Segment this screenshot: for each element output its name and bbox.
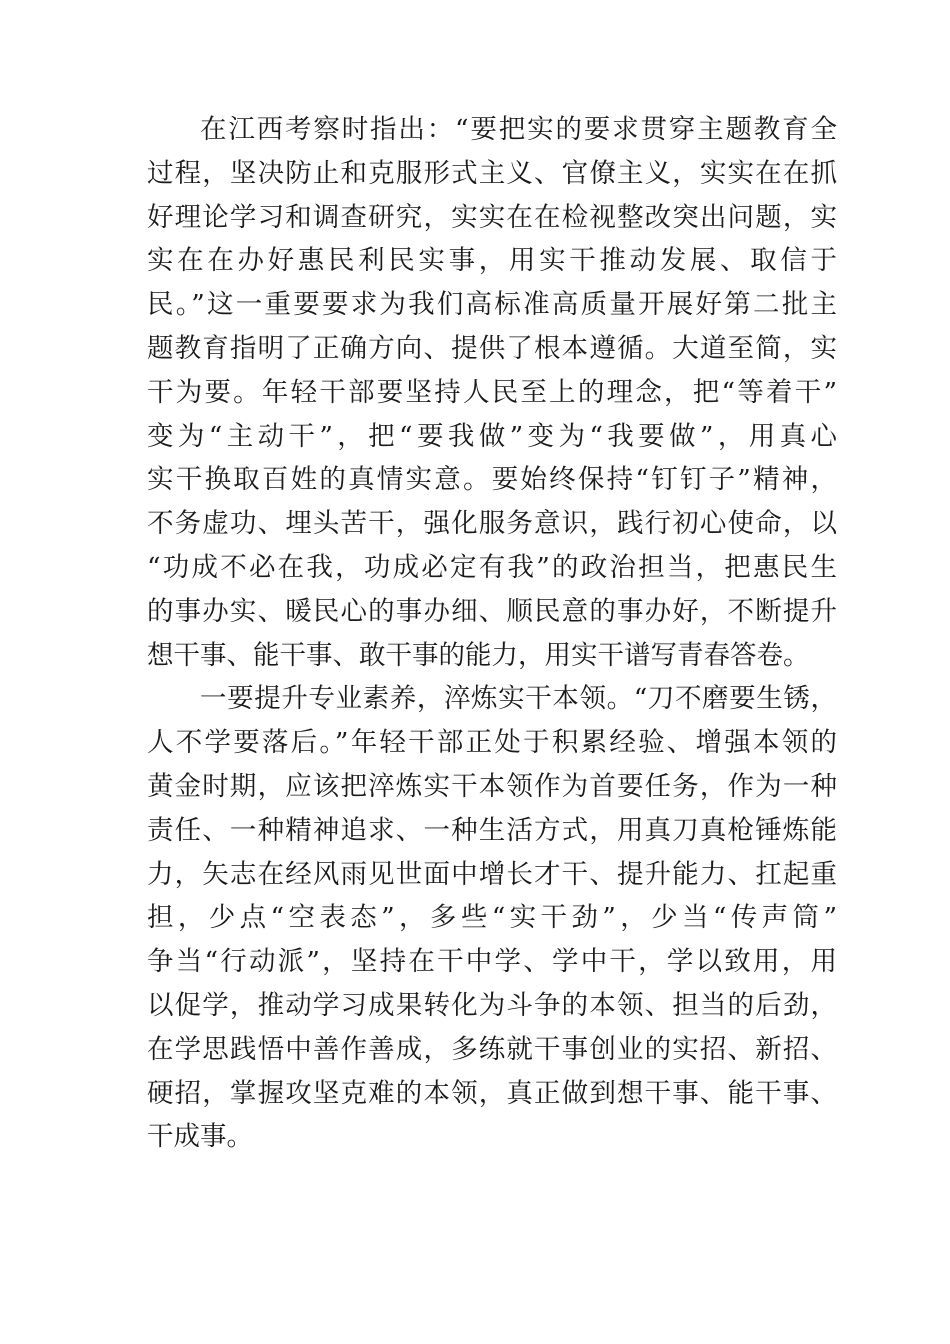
paragraph-line: 不务虚功、埋头苦干，强化服务意识，践行初心使命，以 xyxy=(147,508,837,540)
paragraph-line: 力，矢志在经风雨见世面中增长才干、提升能力、扛起重 xyxy=(147,858,837,890)
paragraph-line: 干为要。年轻干部要坚持人民至上的理念，把“等着干” xyxy=(147,376,837,408)
document-body xyxy=(147,108,837,1159)
paragraph-line: 实在在办好惠民利民实事，用实干推动发展、取信于 xyxy=(147,245,837,277)
paragraph-line: 变为“主动干”，把“要我做”变为“我要做”，用真心 xyxy=(147,420,837,452)
paragraph-line: 过程，坚决防止和克服形式主义、官僚主义，实实在在抓 xyxy=(147,157,837,189)
paragraph-line: 在学思践悟中善作善成，多练就干事创业的实招、新招、 xyxy=(147,1033,837,1065)
paragraph-line: 人不学要落后。”年轻干部正处于积累经验、增强本领的 xyxy=(147,727,837,759)
paragraph-line: 硬招，掌握攻坚克难的本领，真正做到想干事、能干事、 xyxy=(147,1077,837,1109)
paragraph-line: “功成不必在我，功成必定有我”的政治担当，把惠民生 xyxy=(147,551,837,583)
paragraph-line: 一要提升专业素养，淬炼实干本领。“刀不磨要生锈， xyxy=(200,683,837,715)
paragraph-line: 题教育指明了正确方向、提供了根本遵循。大道至简，实 xyxy=(147,332,837,364)
paragraph-line: 担，少点“空表态”，多些“实干劲”，少当“传声筒” xyxy=(147,902,837,934)
paragraph-line: 在江西考察时指出：“要把实的要求贯穿主题教育全 xyxy=(200,114,837,145)
paragraph-line: 好理论学习和调查研究，实实在在检视整改突出问题，实 xyxy=(147,201,837,233)
paragraph-line: 以促学，推动学习成果转化为斗争的本领、担当的后劲， xyxy=(147,989,837,1021)
paragraph-line: 黄金时期，应该把淬炼实干本领作为首要任务，作为一种 xyxy=(147,770,837,802)
paragraph-line: 实干换取百姓的真情实意。要始终保持“钉钉子”精神， xyxy=(147,464,837,496)
paragraph-line: 责任、一种精神追求、一种生活方式，用真刀真枪锤炼能 xyxy=(147,814,837,846)
paragraph-line: 想干事、能干事、敢干事的能力，用实干谱写青春答卷。 xyxy=(147,639,810,671)
paragraph-2 xyxy=(147,677,837,1159)
paragraph-line: 干成事。 xyxy=(147,1121,253,1153)
paragraph-line: 民。”这一重要要求为我们高标准高质量开展好第二批主 xyxy=(147,289,837,321)
paragraph-line: 的事办实、暖民心的事办细、顺民意的事办好，不断提升 xyxy=(147,595,837,627)
paragraph-line: 争当“行动派”，坚持在干中学、学中干，学以致用，用 xyxy=(147,946,837,978)
paragraph-1 xyxy=(147,108,837,677)
